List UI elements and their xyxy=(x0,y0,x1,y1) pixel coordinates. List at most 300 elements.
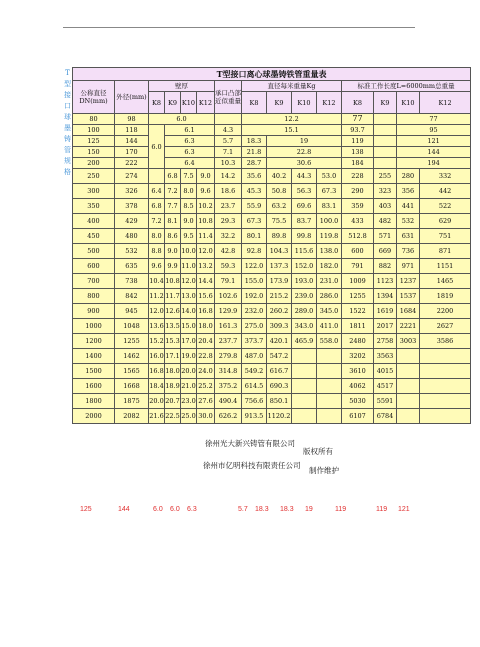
cell: 25.2 xyxy=(197,379,215,394)
red-value: 5.7 xyxy=(238,506,248,513)
cell: 1619 xyxy=(374,304,397,319)
cell: 137.3 xyxy=(267,259,292,274)
cell: 913.5 xyxy=(242,409,267,424)
cell: 8.6 xyxy=(165,229,181,244)
cell: 7.2 xyxy=(149,214,165,229)
cell-wall: 6.4 xyxy=(165,158,215,169)
cell: 138.0 xyxy=(317,244,342,259)
cell xyxy=(317,349,342,364)
cell: 1819 xyxy=(420,289,471,304)
cell-od: 1462 xyxy=(115,349,149,364)
cell: 122.0 xyxy=(242,259,267,274)
cell: 30.0 xyxy=(197,409,215,424)
cell-od: 532 xyxy=(115,244,149,259)
cell-meter: 15.1 xyxy=(242,125,342,136)
cell-total xyxy=(374,147,397,158)
cell-socket: 4.3 xyxy=(215,125,242,136)
cell: 102.6 xyxy=(215,289,242,304)
cell: 40.2 xyxy=(267,169,292,184)
cell: 549.2 xyxy=(242,364,267,379)
cell-socket xyxy=(215,114,242,125)
cell: 345.0 xyxy=(317,304,342,319)
cell-od: 98 xyxy=(115,114,149,125)
cell: 10.0 xyxy=(181,244,197,259)
cell: 13.6 xyxy=(149,319,165,334)
cell: 10.8 xyxy=(165,274,181,289)
cell: 614.5 xyxy=(242,379,267,394)
sidebar-char[interactable]: T xyxy=(65,69,70,77)
cell-dn: 100 xyxy=(73,125,115,136)
cell-od: 222 xyxy=(115,158,149,169)
cell: 8.0 xyxy=(181,184,197,199)
cell: 482 xyxy=(374,214,397,229)
cell: 16.0 xyxy=(149,349,165,364)
cell: 13.5 xyxy=(165,319,181,334)
cell xyxy=(292,394,317,409)
cell-od: 635 xyxy=(115,259,149,274)
grade-k8: K8 xyxy=(149,92,165,114)
cell: 11.2 xyxy=(149,289,165,304)
cell-dn: 150 xyxy=(73,147,115,158)
cell: 2017 xyxy=(374,319,397,334)
cell-od: 274 xyxy=(115,169,149,184)
cell: 83.1 xyxy=(317,199,342,214)
cell: 4015 xyxy=(374,364,397,379)
sidebar-links[interactable] xyxy=(63,68,72,178)
cell-dn: 200 xyxy=(73,158,115,169)
cell: 411.0 xyxy=(317,319,342,334)
cell: 8.8 xyxy=(149,244,165,259)
cell xyxy=(292,379,317,394)
cell-total: 184 xyxy=(342,158,374,169)
cell: 600 xyxy=(342,244,374,259)
cell: 11.4 xyxy=(197,229,215,244)
cell: 756.6 xyxy=(242,394,267,409)
cell: 7.5 xyxy=(181,169,197,184)
cell: 2221 xyxy=(397,319,420,334)
cell: 9.0 xyxy=(181,214,197,229)
cell: 15.0 xyxy=(181,319,197,334)
cell: 192.0 xyxy=(242,289,267,304)
red-value: 144 xyxy=(118,506,130,513)
cell: 558.0 xyxy=(317,334,342,349)
cell-meter: 30.6 xyxy=(267,158,342,169)
cell: 19.0 xyxy=(181,349,197,364)
cell: 1537 xyxy=(397,289,420,304)
cell xyxy=(420,364,471,379)
cell: 10.8 xyxy=(197,214,215,229)
cell: 29.3 xyxy=(215,214,242,229)
cell: 75.5 xyxy=(267,214,292,229)
cell: 532 xyxy=(397,214,420,229)
grade-k12: K12 xyxy=(197,92,215,114)
grade-k9: K9 xyxy=(267,92,292,114)
cell xyxy=(292,409,317,424)
cell-dn: 1800 xyxy=(73,394,115,409)
cell: 67.3 xyxy=(317,184,342,199)
cell: 237.7 xyxy=(215,334,242,349)
cell: 3586 xyxy=(420,334,471,349)
header-wall: 壁厚 xyxy=(149,81,215,92)
cell: 7.2 xyxy=(165,184,181,199)
cell: 571 xyxy=(374,229,397,244)
cell: 1237 xyxy=(397,274,420,289)
cell: 89.8 xyxy=(267,229,292,244)
cell: 2627 xyxy=(420,319,471,334)
cell-meter-k8: 28.7 xyxy=(242,158,267,169)
header-socket: 承口凸部近似重量 xyxy=(215,81,242,114)
cell: 155.0 xyxy=(242,274,267,289)
red-value: 6.0 xyxy=(153,506,163,513)
cell-dn: 1200 xyxy=(73,334,115,349)
cell xyxy=(420,394,471,409)
grade-k10: K10 xyxy=(292,92,317,114)
cell: 20.7 xyxy=(165,394,181,409)
cell-od: 842 xyxy=(115,289,149,304)
cell-dn: 400 xyxy=(73,214,115,229)
cell-meter: 22.8 xyxy=(267,147,342,158)
cell: 12.0 xyxy=(197,244,215,259)
cell: 289.0 xyxy=(292,304,317,319)
cell: 2200 xyxy=(420,304,471,319)
grade-k9: K9 xyxy=(165,92,181,114)
cell: 290 xyxy=(342,184,374,199)
cell-od: 170 xyxy=(115,147,149,158)
cell: 280 xyxy=(397,169,420,184)
cell-socket: 7.1 xyxy=(215,147,242,158)
cell: 17.0 xyxy=(181,334,197,349)
cell xyxy=(292,349,317,364)
cell-dn: 1000 xyxy=(73,319,115,334)
cell: 55.9 xyxy=(242,199,267,214)
cell: 215.2 xyxy=(267,289,292,304)
cell: 4517 xyxy=(374,379,397,394)
sidebar-char[interactable]: 规 xyxy=(64,157,71,165)
cell-dn: 800 xyxy=(73,289,115,304)
cell-dn: 1400 xyxy=(73,349,115,364)
grade-k9: K9 xyxy=(374,92,397,114)
cell: 53.0 xyxy=(317,169,342,184)
cell: 9.0 xyxy=(197,169,215,184)
cell: 13.2 xyxy=(197,259,215,274)
grade-k12: K12 xyxy=(317,92,342,114)
cell: 1120.2 xyxy=(267,409,292,424)
cell: 152.0 xyxy=(292,259,317,274)
cell: 9.5 xyxy=(181,229,197,244)
footer-copyright: 版权所有 xyxy=(303,447,333,456)
sidebar-char[interactable]: 管 xyxy=(64,146,71,154)
cell: 13.0 xyxy=(181,289,197,304)
cell: 18.9 xyxy=(165,379,181,394)
cell xyxy=(420,379,471,394)
cell: 21.6 xyxy=(149,409,165,424)
cell-total xyxy=(374,136,397,147)
cell: 690.3 xyxy=(267,379,292,394)
cell: 173.9 xyxy=(267,274,292,289)
cell: 375.2 xyxy=(215,379,242,394)
cell: 971 xyxy=(397,259,420,274)
cell xyxy=(397,409,420,424)
cell: 50.8 xyxy=(267,184,292,199)
cell-meter-k8: 18.3 xyxy=(242,136,267,147)
cell-total: 77 xyxy=(397,114,471,125)
table-title: T型接口离心球墨铸铁管重量表 xyxy=(73,68,471,81)
cell-total xyxy=(374,114,397,125)
footer-company-2: 徐州市亿明科技有限责任公司 xyxy=(203,461,301,470)
cell-od: 326 xyxy=(115,184,149,199)
cell-wall: 6.3 xyxy=(165,147,215,158)
cell: 15.3 xyxy=(165,334,181,349)
cell: 35.6 xyxy=(242,169,267,184)
cell: 2758 xyxy=(374,334,397,349)
cell xyxy=(420,409,471,424)
cell xyxy=(292,364,317,379)
cell: 286.0 xyxy=(317,289,342,304)
cell: 14.2 xyxy=(215,169,242,184)
cell-meter: 19 xyxy=(267,136,342,147)
cell: 332 xyxy=(420,169,471,184)
cell-wall: 6.0 xyxy=(149,114,215,125)
footer-maintain: 制作维护 xyxy=(309,466,339,475)
cell: 356 xyxy=(397,184,420,199)
sidebar-char[interactable]: 铸 xyxy=(64,135,71,143)
cell: 14.0 xyxy=(181,304,197,319)
red-value: 6.0 xyxy=(170,506,180,513)
cell: 17.1 xyxy=(165,349,181,364)
cell: 4062 xyxy=(342,379,374,394)
cell-total: 93.7 xyxy=(342,125,374,136)
cell-dn: 500 xyxy=(73,244,115,259)
cell xyxy=(317,364,342,379)
cell-total xyxy=(374,125,397,136)
cell: 20.0 xyxy=(181,364,197,379)
cell-socket: 10.3 xyxy=(215,158,242,169)
cell-od: 429 xyxy=(115,214,149,229)
cell: 6.4 xyxy=(149,184,165,199)
cell: 736 xyxy=(397,244,420,259)
cell-od: 738 xyxy=(115,274,149,289)
cell: 129.9 xyxy=(215,304,242,319)
cell: 8.5 xyxy=(181,199,197,214)
cell: 255 xyxy=(374,169,397,184)
red-value: 18.3 xyxy=(255,506,269,513)
cell: 12.6 xyxy=(165,304,181,319)
cell-od: 1048 xyxy=(115,319,149,334)
grade-k12: K12 xyxy=(420,92,471,114)
cell: 12.0 xyxy=(149,304,165,319)
cell: 6107 xyxy=(342,409,374,424)
grade-k8: K8 xyxy=(342,92,374,114)
grade-k10: K10 xyxy=(397,92,420,114)
cell-meter: 12.2 xyxy=(242,114,342,125)
sidebar-char[interactable]: 接 xyxy=(64,91,71,99)
cell: 239.0 xyxy=(292,289,317,304)
cell: 465.9 xyxy=(292,334,317,349)
cell-od: 1255 xyxy=(115,334,149,349)
cell: 27.6 xyxy=(197,394,215,409)
cell-dn: 1500 xyxy=(73,364,115,379)
cell: 24.0 xyxy=(197,364,215,379)
cell: 1255 xyxy=(342,289,374,304)
cell: 279.8 xyxy=(215,349,242,364)
cell: 1394 xyxy=(374,289,397,304)
cell: 1522 xyxy=(342,304,374,319)
cell-wall-common: 6.0 xyxy=(149,125,165,169)
cell: 420.1 xyxy=(267,334,292,349)
cell: 487.0 xyxy=(242,349,267,364)
sidebar-char[interactable]: 口 xyxy=(64,102,71,110)
cell-wall: 6.1 xyxy=(165,125,215,136)
cell-dn: 80 xyxy=(73,114,115,125)
cell: 182.0 xyxy=(317,259,342,274)
pipe-weight-table xyxy=(72,67,471,424)
red-data-row xyxy=(0,506,480,518)
cell-total: 121 xyxy=(397,136,471,147)
cell-total: 95 xyxy=(397,125,471,136)
cell: 3202 xyxy=(342,349,374,364)
cell-od: 144 xyxy=(115,136,149,147)
cell: 512.8 xyxy=(342,229,374,244)
cell: 21.0 xyxy=(181,379,197,394)
cell: 10.2 xyxy=(197,199,215,214)
cell: 232.0 xyxy=(242,304,267,319)
cell: 9.6 xyxy=(149,259,165,274)
cell-dn: 900 xyxy=(73,304,115,319)
cell: 63.2 xyxy=(267,199,292,214)
cell: 20.0 xyxy=(149,394,165,409)
cell: 631 xyxy=(397,229,420,244)
cell: 11.7 xyxy=(165,289,181,304)
header-total-weight: 标准工作长度L=6000mm总重量 xyxy=(342,81,471,92)
cell: 15.2 xyxy=(149,334,165,349)
red-value: 119 xyxy=(335,506,347,513)
cell: 3003 xyxy=(397,334,420,349)
red-value: 18.3 xyxy=(280,506,294,513)
cell-dn: 2000 xyxy=(73,409,115,424)
red-value: 121 xyxy=(398,506,410,513)
cell: 669 xyxy=(374,244,397,259)
cell xyxy=(397,379,420,394)
grade-k8: K8 xyxy=(242,92,267,114)
cell: 99.8 xyxy=(292,229,317,244)
cell: 10.4 xyxy=(149,274,165,289)
cell: 228 xyxy=(342,169,374,184)
cell-od: 1668 xyxy=(115,379,149,394)
cell-dn: 125 xyxy=(73,136,115,147)
cell-od: 1875 xyxy=(115,394,149,409)
cell: 9.6 xyxy=(197,184,215,199)
cell-od: 378 xyxy=(115,199,149,214)
cell: 9.9 xyxy=(165,259,181,274)
cell-dn: 250 xyxy=(73,169,115,184)
cell: 1151 xyxy=(420,259,471,274)
cell xyxy=(317,409,342,424)
cell: 42.8 xyxy=(215,244,242,259)
cell: 2480 xyxy=(342,334,374,349)
red-value: 6.3 xyxy=(187,506,197,513)
sidebar-char[interactable]: 墨 xyxy=(64,124,71,132)
cell: 18.0 xyxy=(197,319,215,334)
footer-company-1: 徐州光大新兴铸管有限公司 xyxy=(205,439,295,448)
cell: 9.0 xyxy=(165,244,181,259)
cell: 119.8 xyxy=(317,229,342,244)
cell xyxy=(149,169,165,184)
sidebar-char[interactable]: 型 xyxy=(64,80,71,88)
cell: 45.3 xyxy=(242,184,267,199)
cell: 100.0 xyxy=(317,214,342,229)
header-dn: 公称直径DN(mm) xyxy=(73,81,115,114)
cell-total xyxy=(374,158,397,169)
cell: 161.3 xyxy=(215,319,242,334)
cell-od: 2082 xyxy=(115,409,149,424)
cell: 8.0 xyxy=(149,229,165,244)
cell: 343.0 xyxy=(292,319,317,334)
cell-dn: 700 xyxy=(73,274,115,289)
cell: 80.1 xyxy=(242,229,267,244)
header-od: 外径(mm) xyxy=(115,81,149,114)
cell: 850.1 xyxy=(267,394,292,409)
red-value: 125 xyxy=(80,506,92,513)
cell: 16.8 xyxy=(149,364,165,379)
cell: 193.0 xyxy=(292,274,317,289)
cell-total: 194 xyxy=(397,158,471,169)
cell: 373.7 xyxy=(242,334,267,349)
cell: 260.2 xyxy=(267,304,292,319)
cell: 1684 xyxy=(397,304,420,319)
grade-k10: K10 xyxy=(181,92,197,114)
cell xyxy=(420,349,471,364)
cell: 871 xyxy=(420,244,471,259)
cell xyxy=(397,349,420,364)
cell-od: 480 xyxy=(115,229,149,244)
cell: 3563 xyxy=(374,349,397,364)
cell: 629 xyxy=(420,214,471,229)
cell-socket: 5.7 xyxy=(215,136,242,147)
cell: 1465 xyxy=(420,274,471,289)
cell: 18.6 xyxy=(215,184,242,199)
cell: 12.0 xyxy=(181,274,197,289)
cell: 18.0 xyxy=(165,364,181,379)
cell-wall: 6.3 xyxy=(165,136,215,147)
cell: 115.6 xyxy=(292,244,317,259)
red-value: 119 xyxy=(376,506,388,513)
cell: 1123 xyxy=(374,274,397,289)
cell: 20.4 xyxy=(197,334,215,349)
cell: 275.0 xyxy=(242,319,267,334)
cell: 67.3 xyxy=(242,214,267,229)
cell: 22.8 xyxy=(197,349,215,364)
cell-dn: 300 xyxy=(73,184,115,199)
sidebar-char[interactable]: 球 xyxy=(64,113,71,121)
cell: 751 xyxy=(420,229,471,244)
cell xyxy=(317,394,342,409)
cell: 22.5 xyxy=(165,409,181,424)
cell: 23.0 xyxy=(181,394,197,409)
cell: 616.7 xyxy=(267,364,292,379)
sidebar-char[interactable]: 格 xyxy=(64,168,71,176)
cell xyxy=(397,394,420,409)
cell: 14.4 xyxy=(197,274,215,289)
cell: 626.2 xyxy=(215,409,242,424)
cell: 1811 xyxy=(342,319,374,334)
cell: 231.0 xyxy=(317,274,342,289)
cell-od: 118 xyxy=(115,125,149,136)
cell: 92.8 xyxy=(242,244,267,259)
cell: 5591 xyxy=(374,394,397,409)
cell: 6.8 xyxy=(149,199,165,214)
cell: 56.3 xyxy=(292,184,317,199)
cell: 83.7 xyxy=(292,214,317,229)
